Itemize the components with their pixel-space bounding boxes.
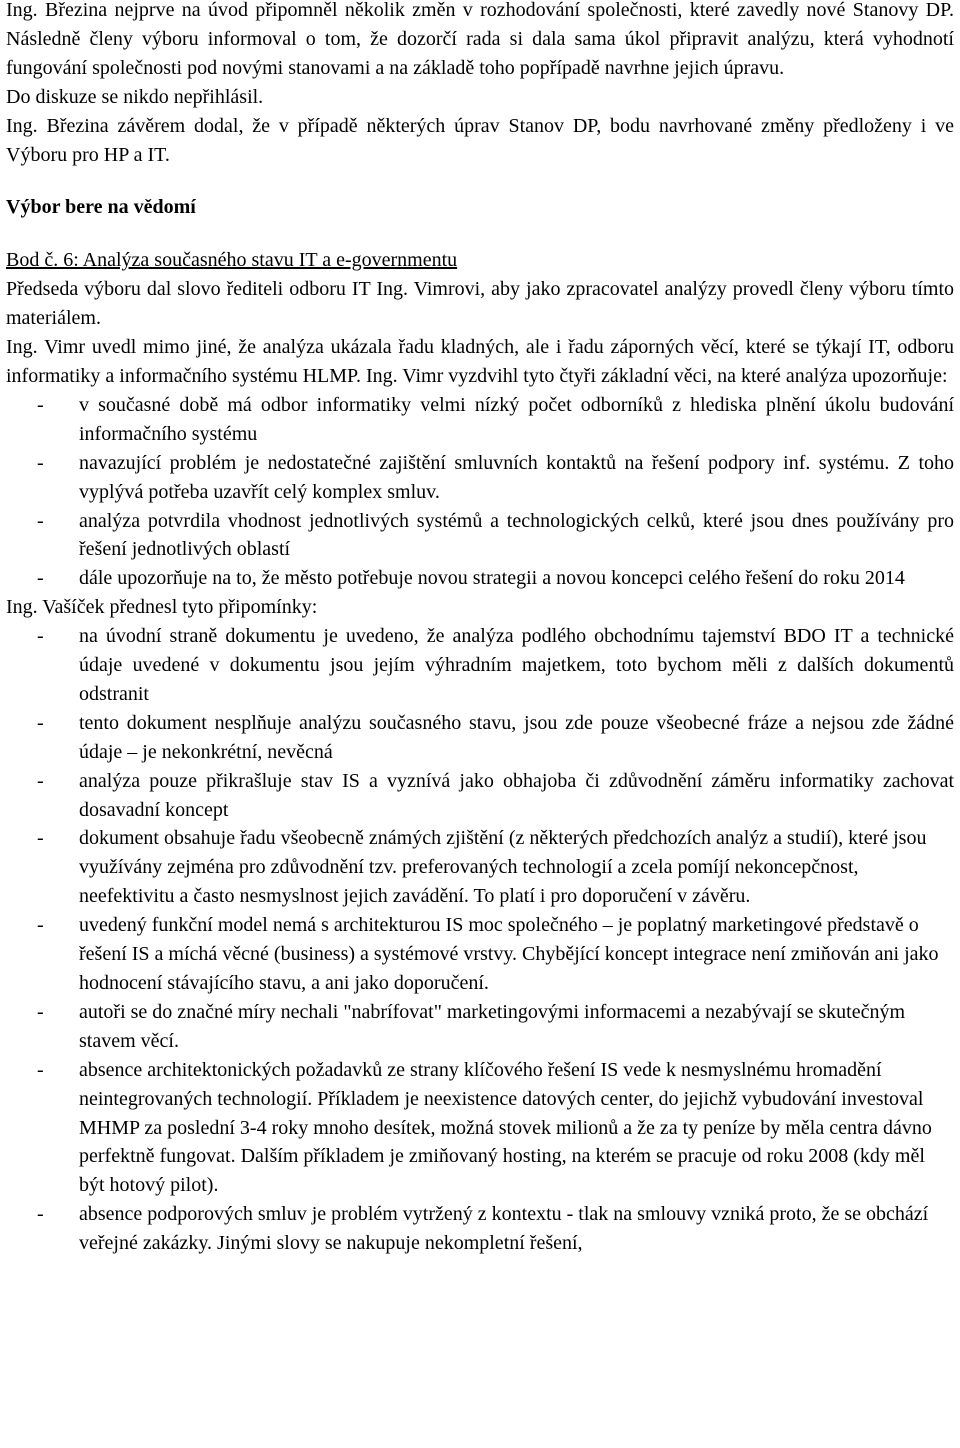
bullet-dash: - bbox=[37, 451, 44, 474]
closing-remark-paragraph: Ing. Březina závěrem dodal, že v případě některých úprav Stanov DP, bodu navrhované změny předloženy i ve Výboru pro HP a IT. bbox=[6, 114, 954, 166]
bullet-dash: - bbox=[37, 567, 44, 590]
list-item bbox=[6, 824, 954, 911]
list-item bbox=[6, 1056, 954, 1201]
bullet-dash: - bbox=[37, 914, 44, 937]
bullet-dash: - bbox=[37, 509, 44, 532]
list-item bbox=[6, 1200, 954, 1258]
list-item-text: absence podporových smluv je problém vytržený z kontextu - tlak na smlouvy vzniká proto, že se obchází veřejné zakázky. Jinými slovy se nakupuje nekompletní řešení, bbox=[79, 1203, 929, 1255]
list-item bbox=[6, 449, 954, 507]
list-item-text: v současné době má odbor informatiky velmi nízký počet odborníků z hlediska plnění úkolu budování informačního systému bbox=[79, 393, 954, 445]
list-item bbox=[6, 911, 954, 998]
list-item bbox=[6, 767, 954, 825]
chair-intro-paragraph: Předseda výboru dal slovo řediteli odboru IT Ing. Vimrovi, aby jako zpracovatel analýzy provedl členy výboru tímto materiálem. bbox=[6, 278, 954, 330]
bullet-dash: - bbox=[37, 1058, 44, 1081]
bullet-dash: - bbox=[37, 711, 44, 734]
list-item-text: navazující problém je nedostatečné zajištění smluvních kontaktů na řešení podpory inf. systému. Z toho vyplývá potřeba uzavřít celý komplex smluv. bbox=[79, 451, 954, 503]
agenda-item-title: Bod č. 6: Analýza současného stavu IT a e-governmentu bbox=[6, 249, 458, 272]
bullet-dash: - bbox=[37, 827, 44, 850]
list-item bbox=[6, 391, 954, 449]
list-item-text: na úvodní straně dokumentu je uvedeno, že analýza podlého obchodnímu tajemství BDO IT a technické údaje uvedené v dokumentu jsou jejím výhradním majetkem, toto bychom měli z dalších dokumentů odstranit bbox=[79, 625, 954, 705]
list-item-text: uvedený funkční model nemá s architekturou IS moc společného – je poplatný marketingové představě o řešení IS a míchá věcné (business) a systémové vrstvy. Chybějící koncept integrace není zmiňován ani jako hodnocení stávajícího stavu, a ani jako doporučení. bbox=[79, 914, 939, 994]
vimr-summary-paragraph: Ing. Vimr uvedl mimo jiné, že analýza ukázala řadu kladných, ale i řadu záporných věcí, které se týkají IT, odboru informatiky a informačního systému HLMP. Ing. Vimr vyzdvihl tyto čtyři základní věci, na které analýza upozorňuje: bbox=[6, 336, 954, 387]
list-item-text: autoři se do značné míry nechali "nabrífovat" marketingovými informacemi a nezabývají se skutečným stavem věcí. bbox=[79, 1000, 906, 1052]
list-item-text: dokument obsahuje řadu všeobecně známých zjištění (z některých předchozích analýz a studií), které jsou využívány zejména pro zdůvodnění tzv. preferovaných technologií a zcela pomíjí nekoncepčnost, neefektivitu a často nesmyslnost jejich zavádění. To platí i pro doporučení v závěru. bbox=[79, 827, 927, 908]
list-item bbox=[6, 998, 954, 1056]
list-item bbox=[6, 564, 954, 593]
bullet-dash: - bbox=[37, 769, 44, 792]
bullet-dash: - bbox=[37, 393, 44, 416]
vasicek-intro-paragraph: Ing. Vašíček přednesl tyto připomínky: bbox=[6, 596, 318, 619]
list-item-text: tento dokument nesplňuje analýzu současného stavu, jsou zde pouze všeobecné fráze a nejsou zde žádné údaje – je nekonkrétní, nevěcná bbox=[79, 711, 954, 763]
bullet-dash: - bbox=[37, 1000, 44, 1023]
list-item-text: dále upozorňuje na to, že město potřebuje novou strategii a novou koncepci celého řešení do roku 2014 bbox=[79, 567, 905, 590]
list-item bbox=[6, 709, 954, 767]
resolution-heading: Výbor bere na vědomí bbox=[6, 196, 196, 219]
list-item-text: absence architektonických požadavků ze strany klíčového řešení IS vede k nesmyslnému hromadění neintegrovaných technologií. Příkladem je neexistence datových center, do jejichž vybudování investoval MHMP za poslední 3-4 roky mnoho desítek, možná stovek milionů a že za ty peníze by měla centra dávno perfektně fungovat. Dalším příkladem je zmiňovaný hosting, na kterém se pracuje od roku 2008 (kdy měl být hotový pilot). bbox=[79, 1058, 932, 1197]
list-item bbox=[6, 507, 954, 565]
bullet-dash: - bbox=[37, 625, 44, 648]
no-discussion-note: Do diskuze se nikdo nepřihlásil. bbox=[6, 85, 264, 108]
list-item-text: analýza potvrdila vhodnost jednotlivých systémů a technologických celků, které jsou dnes používány pro řešení jednotlivých oblastí bbox=[79, 509, 954, 561]
remarks-list-ragged bbox=[6, 824, 954, 1258]
bullet-dash: - bbox=[37, 1203, 44, 1226]
analysis-points-list bbox=[6, 391, 954, 593]
list-item-text: analýza pouze přikrašluje stav IS a vyznívá jako obhajoba či zdůvodnění záměru informatiky zachovat dosavadní koncept bbox=[79, 769, 954, 821]
list-item bbox=[6, 622, 954, 709]
remarks-list-justified bbox=[6, 622, 954, 824]
intro-paragraph: Ing. Březina nejprve na úvod připomněl několik změn v rozhodování společnosti, které zavedly nové Stanovy DP. Následně členy výboru informoval o tom, že dozorčí rada si dala sama úkol připravit analýzu, která vyhodnotí fungování společnosti pod novými stanovami a na základě toho popřípadě navrhne jejich úpravu. bbox=[6, 0, 954, 79]
